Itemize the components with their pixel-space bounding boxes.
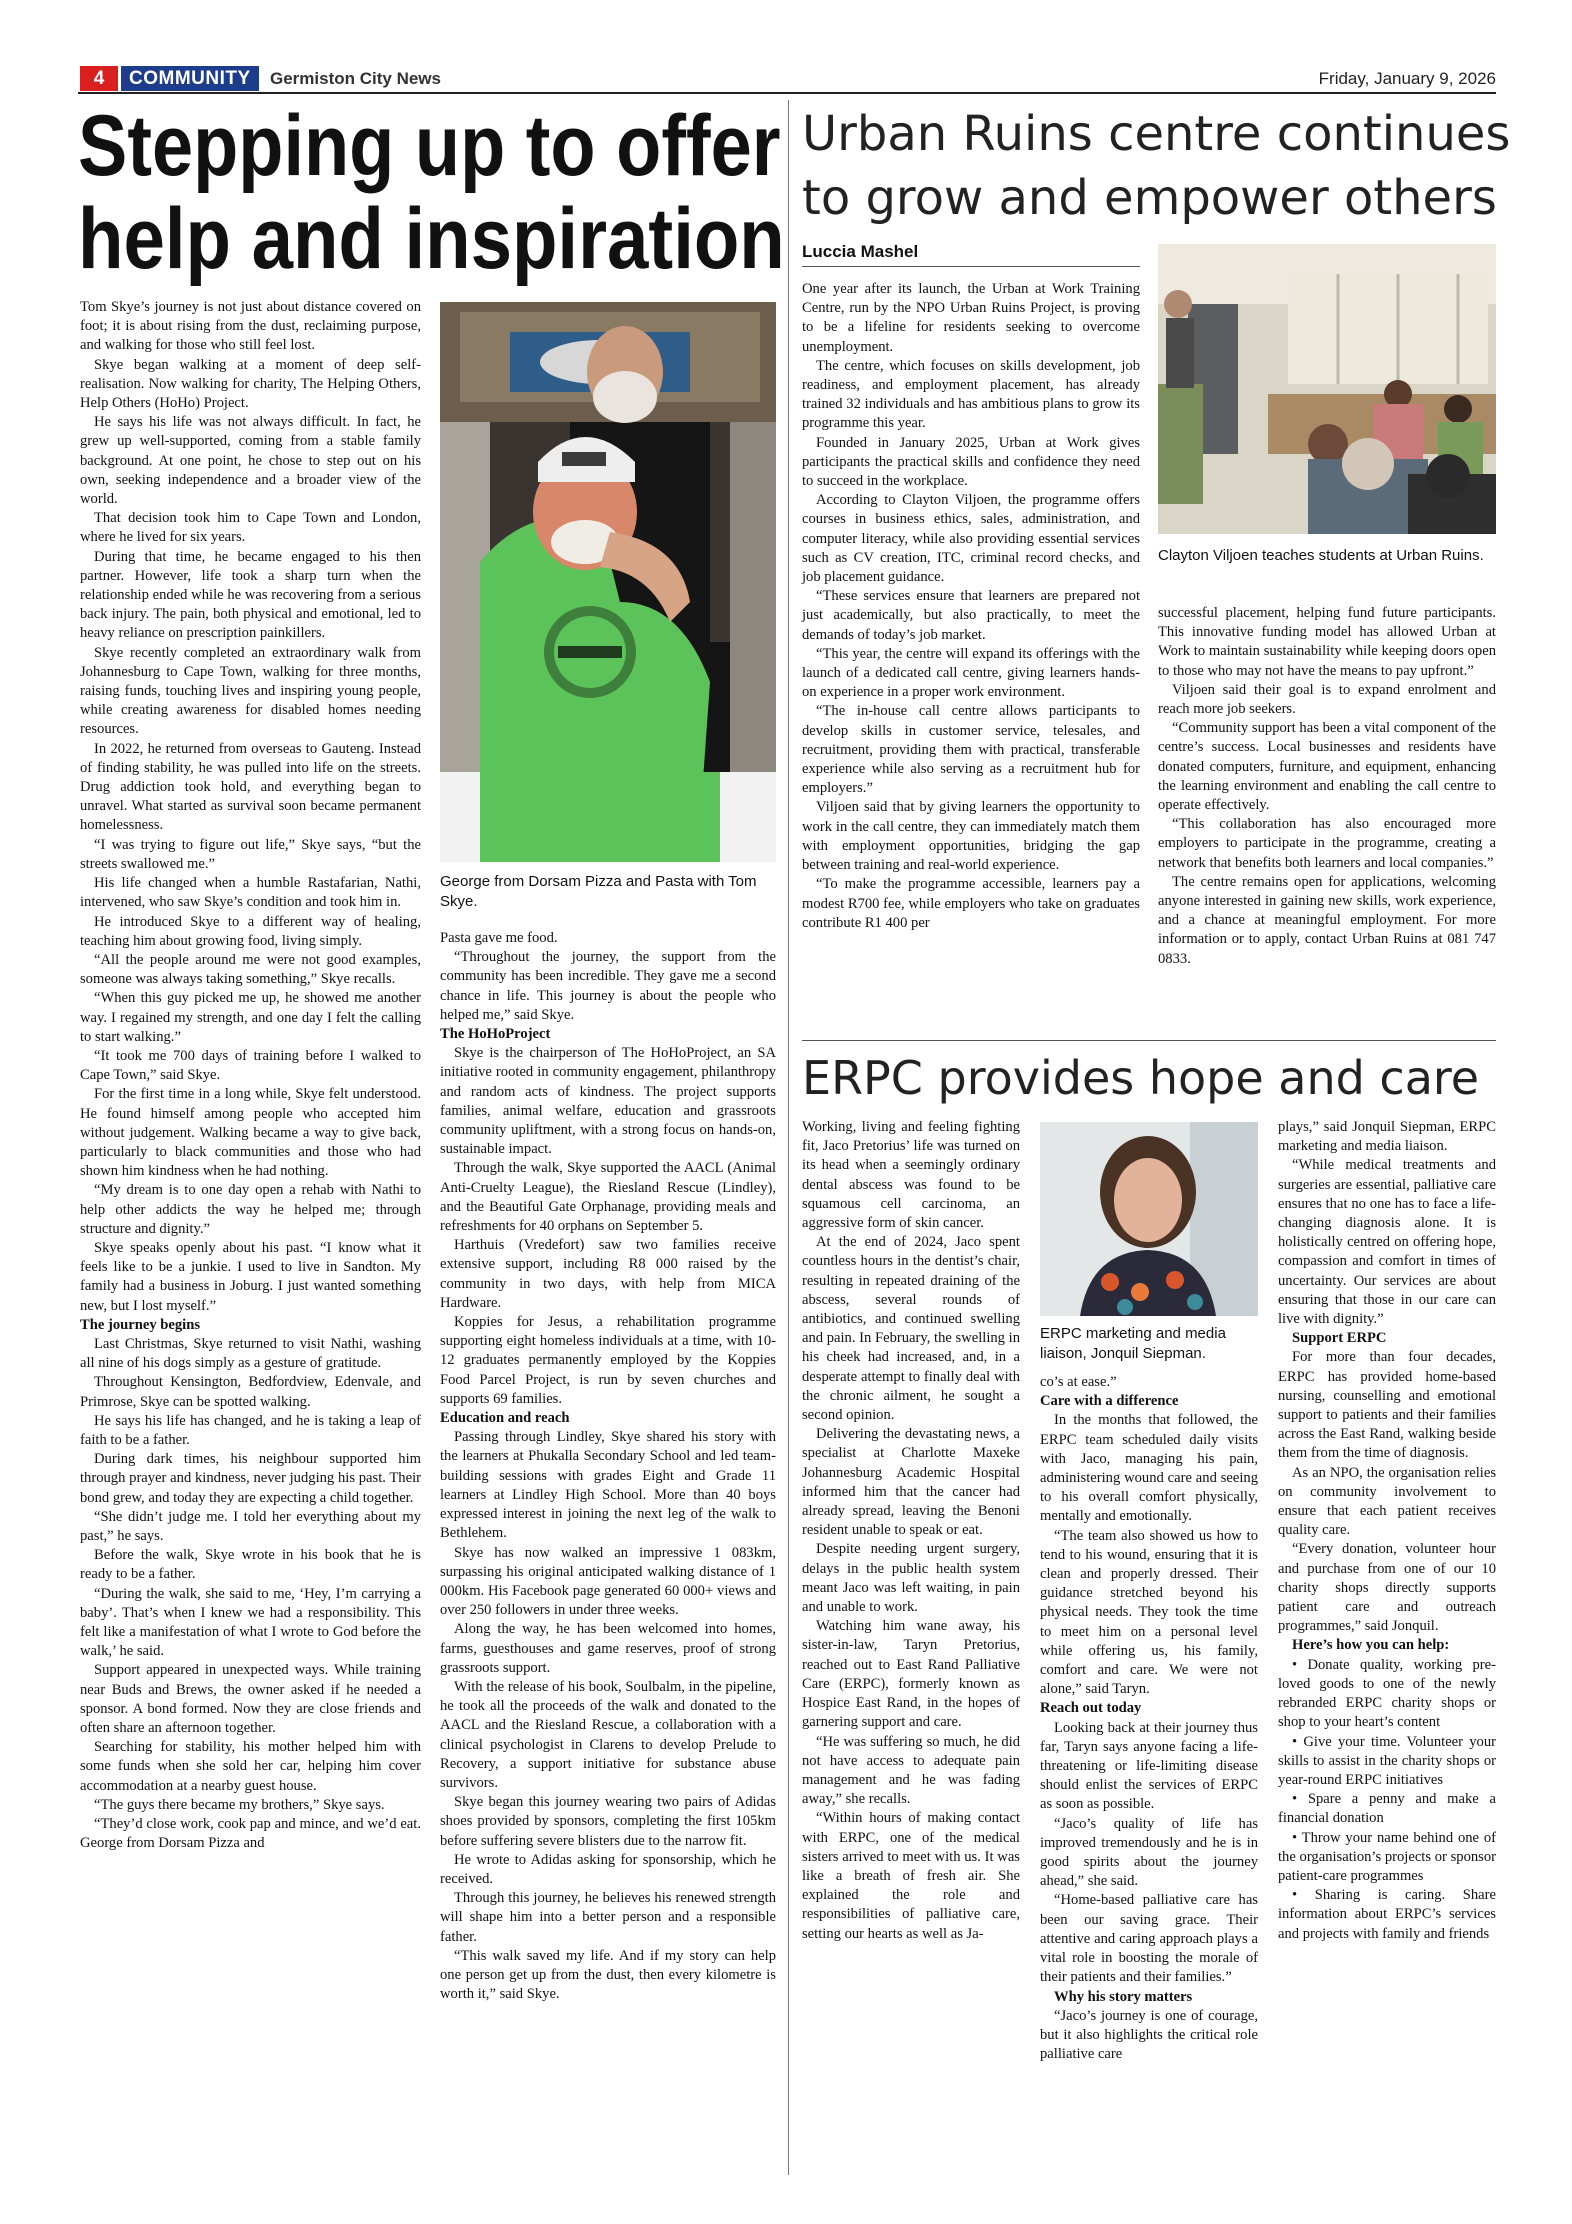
subheading: Reach out today xyxy=(1040,1700,1142,1717)
article2-headline-line1: Urban Ruins centre continues xyxy=(802,106,1511,162)
paragraph: He says his life was not always difficult. In fact, he grew up well-supported, coming from a stable family background. At one point, he chose to step out on his own, seeking independence and a broader view of the world. xyxy=(80,414,421,508)
paragraph: co’s at ease.” xyxy=(1040,1374,1117,1390)
subheading: Education and reach xyxy=(440,1410,570,1427)
paragraph: “This walk saved my life. And if my story can help one person get up from the dust, then every kilometre is worth it,” said Skye. xyxy=(440,1947,776,2003)
paragraph: During that time, he became engaged to his then partner. However, life took a sharp turn when the relationship ended while he was recovering from a serious back injury. The pain, both physical and emotional, led to heavy reliance on prescription painkillers. xyxy=(80,548,421,642)
subheading: The journey begins xyxy=(80,1316,201,1333)
paragraph: Koppies for Jesus, a rehabilitation programme supporting eight homeless individuals at a time, with 10-12 graduates permanently employed by the Koppies Food Parcel Project, is run by seven churches and supports 69 families. xyxy=(440,1314,776,1407)
paragraph: Tom Skye’s journey is not just about distance covered on foot; it is about rising from the dust, reclaiming purpose, and walking for those who still feel lost. xyxy=(80,299,421,354)
section-rule xyxy=(802,1040,1496,1041)
paragraph: Working, living and feeling fighting fit, Jaco Pretorius’ life was turned on its head when a seemingly ordinary dental abscess was found to be squamous cell carcinoma, an aggressive form of skin cancer. xyxy=(802,1119,1020,1232)
paragraph: “The team also showed us how to tend to his wound, ensuring that it is clean and properly dressed. Their guidance stretched beyond his physical needs. They took the time to meet him on a personal level while offering us, his family, comfort and care. We were not alone,” said Taryn. xyxy=(1040,1527,1258,1698)
column-divider xyxy=(788,100,789,2175)
paragraph: Throughout Kensington, Bedfordview, Edenvale, and Primrose, Skye can be spotted walking. xyxy=(80,1374,421,1410)
paragraph: successful placement, helping fund future participants. This innovative funding model has allowed Urban at Work to maintain sustainability while keeping doors open to those who may not have the means to pay upfront.” xyxy=(1158,605,1496,679)
paragraph: Passing through Lindley, Skye shared his story with the learners at Phukalla Secondary School and led team-building sessions with grades Eight and Grade 11 learners at Lindley High School. More than 40 boys expressed interest in joining the next leg of the walk to Bethlehem. xyxy=(440,1429,776,1542)
paragraph: “I was trying to figure out life,” Skye says, “but the streets swallowed me.” xyxy=(80,836,421,872)
paragraph: Skye began this journey wearing two pairs of Adidas shoes provided by sponsors, completing the first 105km before suffering severe blisters due to the narrow fit. xyxy=(440,1794,776,1849)
section-label: COMMUNITY xyxy=(121,66,259,91)
paragraph: Along the way, he has been welcomed into homes, farms, guesthouses and game reserves, proof of strong grassroots support. xyxy=(440,1621,776,1676)
paragraph: Despite needing urgent surgery, delays in the public health system meant Jaco was left waiting, in pain and unable to work. xyxy=(802,1541,1020,1616)
paragraph: “When this guy picked me up, he showed me another way. I regained my strength, and one day I felt the calling to start walking.” xyxy=(80,990,421,1045)
paragraph: • Give your time. Volunteer your skills to assist in the charity shops or year-round ERPC initiatives xyxy=(1278,1733,1496,1788)
article1-photo xyxy=(440,302,776,862)
article2-byline: Luccia Mashel xyxy=(802,242,919,261)
subheading: Here’s how you can help: xyxy=(1292,1637,1450,1654)
article3-column-2 xyxy=(1040,1373,1258,2178)
article1-column-2 xyxy=(440,929,776,2179)
paragraph: Support appeared in unexpected ways. While training near Buds and Brews, the owner asked if he needed a sponsor. A bond formed. Now they are close friends and often share an afternoon together. xyxy=(80,1662,421,1737)
paragraph: “Community support has been a vital component of the centre’s success. Local businesses and residents have donated computers, furniture, and equipment, enhancing the learning environment and enabling the call centre to operate effectively. xyxy=(1158,720,1496,814)
article3-column-3 xyxy=(1278,1118,1496,2178)
paragraph: Before the walk, Skye wrote in his book that he is ready to be a father. xyxy=(80,1547,421,1583)
paragraph: plays,” said Jonquil Siepman, ERPC marketing and media liaison. xyxy=(1278,1119,1496,1155)
paragraph: • Donate quality, working pre-loved goods to one of the newly rebranded ERPC charity shops or shop to your heart’s content xyxy=(1278,1656,1496,1731)
subheading: Why his story matters xyxy=(1054,1988,1193,2005)
paragraph: “Throughout the journey, the support from the community has been incredible. They gave me a second chance in life. This journey is about the people who helped me,” said Skye. xyxy=(440,949,776,1023)
paragraph: The centre, which focuses on skills development, job readiness, and employment placement, has already trained 32 individuals and has ambitious plans to grow its programme this year. xyxy=(802,357,1140,432)
subheading: The HoHoProject xyxy=(440,1026,551,1043)
article2-column-1 xyxy=(802,280,1140,1040)
article1-photo-caption: George from Dorsam Pizza and Pasta with Tom Skye. xyxy=(440,873,757,910)
paragraph: In 2022, he returned from overseas to Gauteng. Instead of finding stability, he was pulled into life on the streets. Drug addiction took hold, and everything began to unravel. What started as survival soon became permanent homelessness. xyxy=(80,740,421,834)
paragraph: He says his life has changed, and he is taking a leap of faith to be a father. xyxy=(80,1412,421,1448)
paragraph: “This collaboration has also encouraged more employers to participate in the programme, creating a network that benefits both learners and local companies.” xyxy=(1158,816,1496,871)
article1-column-1 xyxy=(80,298,421,2178)
article3-photo-caption: ERPC marketing and media liaison, Jonquil Siepman. xyxy=(1040,1325,1226,1362)
paragraph: Skye is the chairperson of The HoHoProject, an SA initiative rooted in community engagement, philanthropy and random acts of kindness. The project supports families, animal welfare, education and grassroots community upliftment, with a strong focus on hands-on, sustainable impact. xyxy=(440,1045,776,1158)
paragraph: Skye began walking at a moment of deep self-realisation. Now walking for charity, The Helping Others, Help Others (HoHo) Project. xyxy=(80,356,421,412)
paragraph: • Throw your name behind one of the organisation’s projects or sponsor patient-care programmes xyxy=(1278,1829,1496,1884)
paragraph: Skye has now walked an impressive 1 083km, surpassing his original anticipated walking distance of 1 000km. His Facebook page generated 60 000+ views and over 250 followers in under three weeks. xyxy=(440,1544,776,1619)
paragraph: “Home-based palliative care has been our saving grace. Their attentive and caring approach plays a vital role in boosting the morale of their patients and their families.” xyxy=(1040,1892,1258,1986)
paragraph: During dark times, his neighbour supported him through prayer and kindness, never judging his past. Their bond grew, and today they are expecting a child together. xyxy=(80,1451,421,1506)
paragraph: For the first time in a long while, Skye felt understood. He found himself among people who accepted him without judgement. Walking became a way to give back, particularly to black communities and those who had shown him kindness when he had nothing. xyxy=(80,1086,421,1180)
paragraph: • Sharing is caring. Share information about ERPC’s services and projects with family and friends xyxy=(1278,1887,1496,1942)
article3-photo xyxy=(1040,1122,1258,1316)
paragraph: “All the people around me were not good examples, someone was always taking something,” Skye recalls. xyxy=(80,951,421,988)
article1-headline-line1: Stepping up to offer xyxy=(78,98,781,194)
article2-photo-caption: Clayton Viljoen teaches students at Urban Ruins. xyxy=(1158,547,1484,564)
paragraph: With the release of his book, Soulbalm, in the pipeline, he took all the proceeds of the walk and donated to the AACL and the Riesland Rescue, a collaboration with a clinical psychologist in Clarens to develop Prelude to Recovery, a support initiative for substance abuse survivors. xyxy=(440,1678,776,1791)
newspaper-name: Germiston City News xyxy=(270,69,441,88)
paragraph: “The in-house call centre allows participants to develop skills in customer service, telesales, and recruitment, providing them with practical, transferable experience while also serving as a recruitment hub for employers.” xyxy=(802,703,1140,797)
paragraph: As an NPO, the organisation relies on community involvement to ensure that each patient receives quality care. xyxy=(1278,1464,1496,1539)
article2-photo xyxy=(1158,244,1496,534)
paragraph: “Every donation, volunteer hour and purchase from one of our 10 charity shops directly supports patient care and outreach programmes,” said Jonquil. xyxy=(1278,1541,1496,1635)
paragraph: His life changed when a humble Rastafarian, Nathi, intervened, who saw Skye’s condition and took him in. xyxy=(80,875,421,911)
article2-headline-line2: to grow and empower others xyxy=(802,170,1497,226)
issue-date: Friday, January 9, 2026 xyxy=(1318,69,1496,88)
paragraph: That decision took him to Cape Town and London, where he lived for six years. xyxy=(80,510,421,546)
paragraph: “My dream is to one day open a rehab with Nathi to help other addicts the way he helped me; through structure and dignity.” xyxy=(80,1182,421,1237)
paragraph: “She didn’t judge me. I told her everything about my past,” he says. xyxy=(80,1508,421,1544)
paragraph: Through this journey, he believes his renewed strength will shape him into a better person and a responsible father. xyxy=(440,1890,776,1945)
paragraph: “He was suffering so much, he did not have access to adequate pain management and he was fading away,” she recalls. xyxy=(802,1733,1020,1808)
paragraph: The centre remains open for applications, welcoming anyone interested in gaining new skills, work experience, and a chance at meaningful employment. For more information or to apply, contact Urban Ruins at 081 747 0833. xyxy=(1158,873,1496,967)
paragraph: “Jaco’s quality of life has improved tremendously and he is in good spirits about the journey ahead,” she said. xyxy=(1040,1815,1258,1890)
paragraph: For more than four decades, ERPC has provided home-based nursing, counselling and emotional support to patients and their families across the East Rand, walking beside them from the time of diagnosis. xyxy=(1278,1349,1496,1462)
paragraph: “Within hours of making contact with ERPC, one of the medical sisters arrived to meet with us. It was like a breath of fresh air. She explained the role and responsibilities of palliative care, setting our hearts as well as Ja- xyxy=(802,1810,1020,1942)
paragraph: Pasta gave me food. xyxy=(440,930,558,946)
paragraph: Looking back at their journey thus far, Taryn says anyone facing a life-threatening or life-limiting disease should enlist the services of ERPC as soon as possible. xyxy=(1040,1719,1258,1813)
paragraph: Through the walk, Skye supported the AACL (Animal Anti-Cruelty League), the Riesland Rescue (Lindley), and the Beautiful Gate Orphanage, providing meals and refreshments for 40 orphans on September 5. xyxy=(440,1160,776,1235)
paragraph: Last Christmas, Skye returned to visit Nathi, washing all nine of his dogs simply as a gesture of gratitude. xyxy=(80,1335,421,1372)
paragraph: “These services ensure that learners are prepared not just academically, but also practically, to meet the demands of today’s job market. xyxy=(802,588,1140,643)
header-rule xyxy=(78,92,1496,94)
paragraph: Skye recently completed an extraordinary walk from Johannesburg to Cape Town, walking for three months, raising funds, touching lives and inspiring young people, while creating awareness for disabled homes needing resources. xyxy=(80,644,421,738)
byline-rule xyxy=(802,266,1140,267)
paragraph: One year after its launch, the Urban at Work Training Centre, run by the NPO Urban Ruins Project, is proving to be a lifeline for residents seeking to overcome unemployment. xyxy=(802,281,1140,355)
paragraph: “To make the programme accessible, learners pay a modest R700 fee, while employers who take on graduates contribute R1 400 per xyxy=(802,876,1140,931)
page-number: 4 xyxy=(80,66,118,91)
subheading: Care with a difference xyxy=(1040,1393,1179,1410)
paragraph: “The guys there became my brothers,” Skye says. xyxy=(94,1796,385,1813)
paragraph: He introduced Skye to a different way of healing, teaching him about growing food, living simply. xyxy=(80,913,421,949)
paragraph: Skye speaks openly about his past. “I know what it feels like to be a junkie. I used to live in Sandton. My family had a business in Joburg. I just wanted something new, but I lost myself.” xyxy=(80,1239,421,1314)
article3-headline: ERPC provides hope and care xyxy=(802,1051,1480,1105)
photo-men-smiling xyxy=(440,302,776,862)
paragraph: Watching him wane away, his sister-in-law, Taryn Pretorius, reached out to East Rand Palliative Care (ERPC), formerly known as Hospice East Rand, in the hopes of garnering support and care. xyxy=(802,1618,1020,1731)
paragraph: Viljoen said their goal is to expand enrolment and reach more job seekers. xyxy=(1158,681,1496,718)
paragraph: “While medical treatments and surgeries are essential, palliative care ensures that no one has to face a life-changing diagnosis alone. It is holistically centred on offering hope, compassion and comfort in times of uncertainty. Our services are about ensuring that those in our care can live with dignity.” xyxy=(1278,1157,1496,1328)
article2-column-2 xyxy=(1158,604,1496,1044)
paragraph: “They’d close work, cook pap and mince, and we’d eat. George from Dorsam Pizza and xyxy=(80,1816,421,1852)
article3-column-1 xyxy=(802,1118,1020,2178)
photo-portrait-woman xyxy=(1040,1122,1258,1316)
paragraph: According to Clayton Viljoen, the programme offers courses in business ethics, sales, administration, and computer literacy, while also providing essential services such as CV creation, ITC, criminal record checks, and job placement guidance. xyxy=(802,492,1140,586)
paragraph: “This year, the centre will expand its offerings with the launch of a dedicated call centre, giving learners hands-on experience in a proper work environment. xyxy=(802,645,1140,701)
photo-classroom xyxy=(1158,244,1496,534)
paragraph: In the months that followed, the ERPC team scheduled daily visits with Jaco, managing his pain, administering wound care and seeing to his overall comfort physically, mentally and emotionally. xyxy=(1040,1412,1258,1525)
paragraph: “Jaco’s journey is one of courage, but it also highlights the critical role palliative care xyxy=(1040,2007,1258,2063)
paragraph: At the end of 2024, Jaco spent countless hours in the dentist’s chair, resulting in repeated draining of the abscess, several rounds of antibiotics, and continued swelling and pain. In February, the swelling in his cheek had increased, and, in a desperate attempt to finally deal with the chronic ailment, he sought a second opinion. xyxy=(802,1234,1020,1424)
subheading: Support ERPC xyxy=(1292,1330,1387,1347)
paragraph: Searching for stability, his mother helped him with some funds when she sold her car, helping him cover accommodation at a nearby guest house. xyxy=(80,1739,421,1794)
paragraph: He wrote to Adidas asking for sponsorship, which he received. xyxy=(440,1851,776,1887)
paragraph: Harthuis (Vredefort) saw two families receive extensive support, including R8 000 raised by the community in two days, with help from MICA Hardware. xyxy=(440,1237,776,1311)
paragraph: “During the walk, she said to me, ‘Hey, I’m carrying a baby’. That’s when I knew we had a responsibility. This felt like a manifestation of what I wrote to God before the walk,’ he said. xyxy=(80,1585,421,1660)
paragraph: Founded in January 2025, Urban at Work gives participants the practical skills and confidence they need to succeed in the workplace. xyxy=(802,434,1140,490)
paragraph: Delivering the devastating news, a specialist at Charlotte Maxeke Johannesburg Academic Hospital informed him that the cancer had already spread, leaving the Benoni resident unable to speak or eat. xyxy=(802,1426,1020,1539)
paragraph: “It took me 700 days of training before I walked to Cape Town,” said Skye. xyxy=(80,1047,421,1084)
paragraph: • Spare a penny and make a financial donation xyxy=(1278,1791,1496,1827)
paragraph: Viljoen said that by giving learners the opportunity to work in the call centre, they can immediately match them with employment opportunities, bridging the gap between training and real-world experience. xyxy=(802,799,1140,874)
article1-headline-line2: help and inspiration xyxy=(78,191,785,287)
